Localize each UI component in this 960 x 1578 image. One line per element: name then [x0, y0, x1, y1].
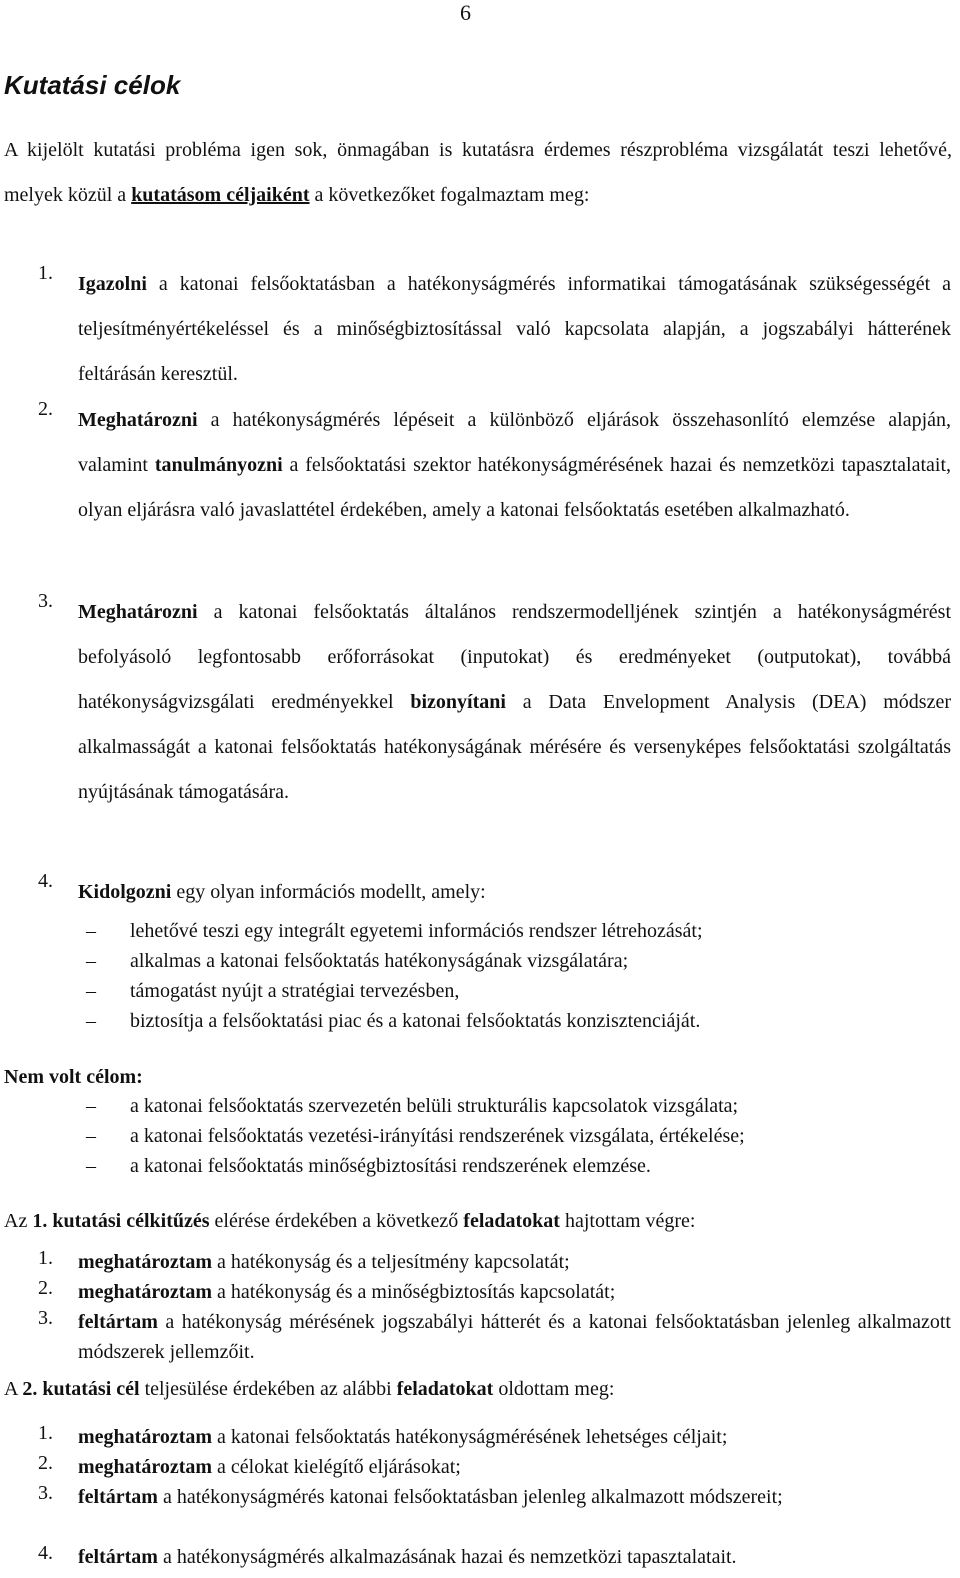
intro-text: hajtottam végre: [559, 1210, 696, 1232]
goal-text [78, 590, 951, 815]
task-text [78, 1422, 951, 1452]
task-text [78, 1482, 951, 1512]
task-description: a célokat kielégítő eljárásokat; [212, 1456, 461, 1478]
dash-bullet: – [86, 1095, 96, 1117]
task-number: 3. [38, 1307, 53, 1329]
list-item [0, 1095, 960, 1125]
intro-emphasis: kutatásom céljaiként [131, 184, 310, 206]
task-number: 1. [38, 1422, 53, 1444]
task-description: a hatékonyságmérés alkalmazásának hazai és nemzetközi tapasztalatait. [157, 1546, 737, 1568]
task-text [78, 1277, 951, 1307]
intro-paragraph [4, 128, 952, 218]
task-description: a katonai felsőoktatás hatékonyságmérésének lehetséges céljait; [212, 1426, 728, 1448]
intro-text: elérése érdekében a következő [209, 1210, 464, 1232]
goal-description: a katonai felsőoktatásban a hatékonyságmérés informatikai támogatásának szükségességét a teljesítményértékeléssel és a minőségbiztosítással való kapcsolata alapján, a jogszabályi hátterének feltárásán keresztül. [78, 273, 951, 385]
tasks-keyword: feladatokat [463, 1210, 560, 1232]
goal-verb: Igazolni [78, 273, 147, 295]
goal-reference: 2. kutatási cél [22, 1378, 140, 1400]
list-item-text: alkalmas a katonai felsőoktatás hatékonyságának vizsgálatára; [130, 950, 629, 972]
not-goal-title: Nem volt célom: [4, 1066, 143, 1088]
goal-number: 1. [38, 262, 53, 284]
list-item [0, 1155, 960, 1185]
intro-text: A [4, 1378, 23, 1400]
tasks-1-intro [4, 1210, 695, 1233]
section-heading: Kutatási célok [4, 70, 181, 100]
task-verb: feltártam [78, 1311, 158, 1333]
list-item [0, 1010, 960, 1040]
task-text [78, 1247, 951, 1277]
list-item [0, 950, 960, 980]
tasks-keyword: feladatokat [396, 1378, 494, 1400]
task-description: a hatékonyságmérés katonai felsőoktatásban jelenleg alkalmazott módszereit; [157, 1486, 783, 1508]
dash-bullet: – [86, 980, 96, 1002]
goal-description: a hatékonyságmérés lépéseit a különböző eljárások összehasonlító elemzése alapján, valamint [78, 409, 951, 476]
goal-verb-secondary: bizonyítani [410, 691, 506, 713]
page-number: 6 [460, 0, 471, 25]
task-verb: meghatároztam [78, 1281, 213, 1303]
task-verb: meghatároztam [78, 1456, 213, 1478]
goal-number: 2. [38, 398, 53, 420]
goal-description-cont: a felsőoktatási szektor hatékonyságmérésének hazai és nemzetközi tapasztalatait, olyan eljárásra való javaslattétel érdekében, amely a katonai felsőoktatás esetében alkalmazható. [78, 454, 951, 521]
dash-bullet: – [86, 1155, 96, 1177]
goal-description: a katonai felsőoktatás általános rendszermodelljének szintjén a hatékonyságmérést befolyásoló legfontosabb erőforrásokat (inputokat) és eredményeket (outputokat), továbbá hatékonyságvizsgálati eredményekkel [78, 601, 951, 713]
task-number: 1. [38, 1247, 53, 1269]
list-item [0, 920, 960, 950]
intro-text-end: a következőket fogalmaztam meg: [309, 184, 590, 206]
list-item-text: biztosítja a felsőoktatási piac és a katonai felsőoktatás konzisztenciáját. [130, 1010, 701, 1032]
goal-description: egy olyan információs modellt, amely: [171, 881, 486, 903]
list-item-text: támogatást nyújt a stratégiai tervezésben, [130, 980, 460, 1002]
goal-description-cont: a Data Envelopment Analysis (DEA) módszer alkalmasságát a katonai felsőoktatás hatékonyságának mérésére és versenyképes felsőoktatási szolgáltatás nyújtásának támogatására. [78, 691, 951, 803]
list-item-text: a katonai felsőoktatás szervezetén belüli strukturális kapcsolatok vizsgálata; [130, 1095, 739, 1117]
intro-text: teljesülése érdekében az alábbi [139, 1378, 397, 1400]
task-description: a hatékonyság mérésének jogszabályi hátterét és a katonai felsőoktatásban jelenleg alkalmazott módszerek jellemzőit. [78, 1311, 951, 1363]
dash-bullet: – [86, 1010, 96, 1032]
task-description: a hatékonyság és a minőségbiztosítás kapcsolatát; [212, 1281, 616, 1303]
list-item-text: lehetővé teszi egy integrált egyetemi információs rendszer létrehozását; [130, 920, 703, 942]
task-text [78, 1542, 951, 1572]
task-number: 2. [38, 1277, 53, 1299]
goal-verb: Meghatározni [78, 601, 198, 623]
goal-number: 3. [38, 590, 53, 612]
goal-text [78, 262, 951, 397]
dash-bullet: – [86, 950, 96, 972]
task-number: 2. [38, 1452, 53, 1474]
goal-verb: Kidolgozni [78, 881, 172, 903]
list-item-text: a katonai felsőoktatás minőségbiztosítási rendszerének elemzése. [130, 1155, 651, 1177]
task-number: 3. [38, 1482, 53, 1504]
goal-text [78, 870, 951, 915]
task-text [78, 1452, 951, 1482]
intro-text: oldottam meg: [493, 1378, 615, 1400]
goal-verb: Meghatározni [78, 409, 198, 431]
task-verb: feltártam [78, 1546, 158, 1568]
list-item [0, 980, 960, 1010]
dash-bullet: – [86, 920, 96, 942]
goal-number: 4. [38, 870, 53, 892]
list-item-text: a katonai felsőoktatás vezetési-irányítási rendszerének vizsgálata, értékelése; [130, 1125, 745, 1147]
tasks-2-intro [4, 1378, 614, 1401]
goal-reference: 1. kutatási célkitűzés [32, 1210, 210, 1232]
task-verb: meghatároztam [78, 1251, 213, 1273]
task-verb: meghatároztam [78, 1426, 213, 1448]
goal-text [78, 398, 951, 533]
task-number: 4. [38, 1542, 53, 1564]
intro-text-start: A kijelölt kutatási probléma igen sok, önmagában is kutatásra érdemes részprobléma vizsgálatát teszi lehetővé, melyek közül a [4, 139, 952, 206]
task-text [78, 1307, 951, 1367]
dash-bullet: – [86, 1125, 96, 1147]
intro-text: Az [4, 1210, 33, 1232]
list-item [0, 1125, 960, 1155]
task-description: a hatékonyság és a teljesítmény kapcsolatát; [212, 1251, 570, 1273]
task-verb: feltártam [78, 1486, 158, 1508]
goal-verb-secondary: tanulmányozni [154, 454, 283, 476]
